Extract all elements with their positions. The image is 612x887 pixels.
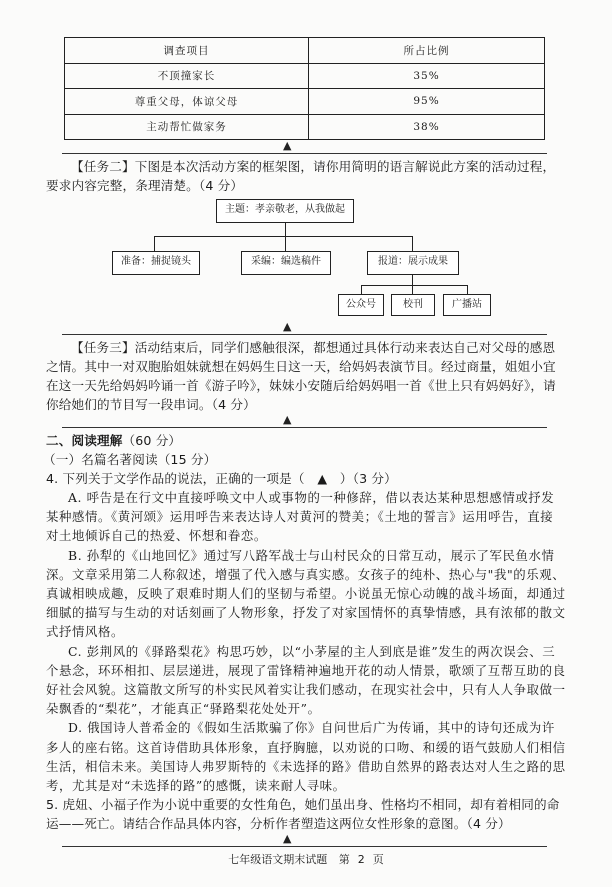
answer-marker-triangle-icon: ▲ bbox=[283, 413, 292, 426]
connector-line bbox=[412, 236, 413, 251]
answer-line bbox=[62, 153, 547, 154]
task3-prompt: 【任务三】活动结束后，同学们感触很深，都想通过具体行动来表达自己对父母的感恩之情。其中一对双胞胎姐妹就想在妈妈生日这一天，给妈妈表演节目。经过商量，姐姐小宜在这一天先给妈妈吟诵一首《游子吟》，妹妹小安随后给妈妈唱一首《世上只有妈妈好》，请你给她们的节目写一段串词。（4 分） bbox=[46, 340, 556, 412]
diagram-node-report: 报道：展示成果 bbox=[367, 251, 459, 275]
question-4-option-b: B. 孙犁的《山地回忆》通过写八路军战士与山村民众的日常互动，展示了军民鱼水情深。文章采用第二人称叙述，增强了代入感与真实感。女孩子的纯朴、热心与"我"的乐观、真诚相映成趣，反映了艰难时期人们的坚韧与希望。小说虽无惊心动魄的战斗场面，却通过细腻的描写与生动的对话刻画了人物形象，抒发了对家国情怀的真挚情感，具有浓郁的散文式抒情风格。 bbox=[46, 547, 566, 640]
question-4-stem: 4. 下列关于文学作品的说法，正确的一项是（ ▲ ）（3 分） bbox=[46, 471, 397, 486]
diagram-node-prepare: 准备：捕捉镜头 bbox=[112, 251, 200, 275]
activity-framework-diagram bbox=[46, 199, 566, 319]
survey-ratio: 35% bbox=[309, 63, 545, 89]
diagram-root-node: 主题：孝亲敬老，从我做起 bbox=[216, 199, 354, 223]
page-footer bbox=[46, 851, 566, 867]
page-suffix: 页 bbox=[372, 853, 384, 867]
survey-item: 不顶撞家长 bbox=[65, 63, 309, 89]
page-prefix: 第 bbox=[338, 853, 350, 867]
diagram-node-edit: 采编：编选稿件 bbox=[241, 251, 331, 275]
answer-line bbox=[62, 846, 547, 847]
question-4-option-c: C. 彭荆风的《驿路梨花》构思巧妙，以“小茅屋的主人到底是谁”发生的两次误会、三个悬念，环环相扣、层层递进，展现了雷锋精神遍地开花的动人情景，歌颂了互帮互助的良好社会风貌。这篇散文所写的朴实民风着实让我们感动，在现实社会中，只有人人争取做一朵飘香的“梨花”，才能真正“驿路梨花处处开”。 bbox=[46, 643, 566, 717]
answer-area bbox=[46, 321, 566, 335]
answer-marker-triangle-icon: ▲ bbox=[283, 139, 292, 152]
column-header-item: 调查项目 bbox=[65, 38, 309, 64]
answer-area bbox=[46, 833, 566, 847]
subsection-heading: （一）名篇名著阅读（15 分） bbox=[43, 452, 217, 467]
diagram-node-school-journal: 校刊 bbox=[391, 294, 435, 316]
survey-ratio: 38% bbox=[309, 114, 545, 140]
survey-item: 主动帮忙做家务 bbox=[65, 114, 309, 140]
answer-line bbox=[62, 334, 547, 335]
table-row bbox=[65, 114, 545, 140]
question-4-option-d: D. 俄国诗人普希金的《假如生活欺骗了你》自问世后广为传诵，其中的诗句还成为许多人的座右铭。这首诗借助具体形象，直抒胸臆，以劝说的口吻、和缓的语气鼓励人们相信生活，相信未来。美国诗人弗罗斯特的《未选择的路》借助自然界的路表达对人生之路的思考，尤其是对“未选择的路”的感慨，读来耐人寻味。 bbox=[46, 720, 566, 794]
connector-line bbox=[154, 236, 155, 251]
answer-marker-triangle-icon: ▲ bbox=[283, 832, 292, 846]
answer-marker-triangle-icon: ▲ bbox=[283, 320, 292, 333]
section-title: 二、阅读理解 bbox=[46, 433, 123, 448]
section-score: （60 分） bbox=[122, 433, 182, 448]
question-5-prompt: 5. 虎妞、小福子作为小说中重要的女性角色，她们虽出身、性格均不相同，却有着相同的命运——死亡。请结合作品具体内容，分析作者塑造这两位女性形象的意图。（4 分） bbox=[46, 797, 560, 832]
table-row bbox=[65, 63, 545, 89]
table-row bbox=[65, 89, 545, 115]
connector-line bbox=[285, 236, 286, 251]
table-header-row bbox=[65, 38, 545, 64]
section-heading bbox=[46, 431, 566, 450]
question-4-option-a: A. 呼告是在行文中直接呼唤文中人或事物的一种修辞，借以表达某种思想感情或抒发某种感情。《黄河颂》运用呼告来表达诗人对黄河的赞美；《土地的誓言》运用呼告，直接对土地倾诉自己的热爱、怀想和眷恋。 bbox=[46, 490, 555, 544]
answer-area bbox=[46, 414, 566, 428]
page-number: 2 bbox=[357, 853, 365, 867]
diagram-node-radio: 广播站 bbox=[443, 294, 491, 316]
column-header-ratio: 所占比例 bbox=[309, 38, 545, 64]
answer-area bbox=[46, 140, 566, 154]
survey-ratio: 95% bbox=[309, 89, 545, 115]
task2-prompt: 【任务二】下图是本次活动方案的框架图，请你用简明的语言解说此方案的活动过程，要求内容完整，条理清楚。（4 分） bbox=[46, 159, 556, 193]
survey-table bbox=[64, 37, 545, 140]
connector-line bbox=[285, 222, 286, 237]
survey-item: 尊重父母，体谅父母 bbox=[65, 89, 309, 115]
connector-line bbox=[361, 285, 468, 286]
connector-line bbox=[154, 236, 413, 237]
answer-line bbox=[62, 427, 547, 428]
exam-title: 七年级语文期末试题 bbox=[228, 853, 328, 867]
diagram-node-wechat: 公众号 bbox=[338, 294, 384, 316]
